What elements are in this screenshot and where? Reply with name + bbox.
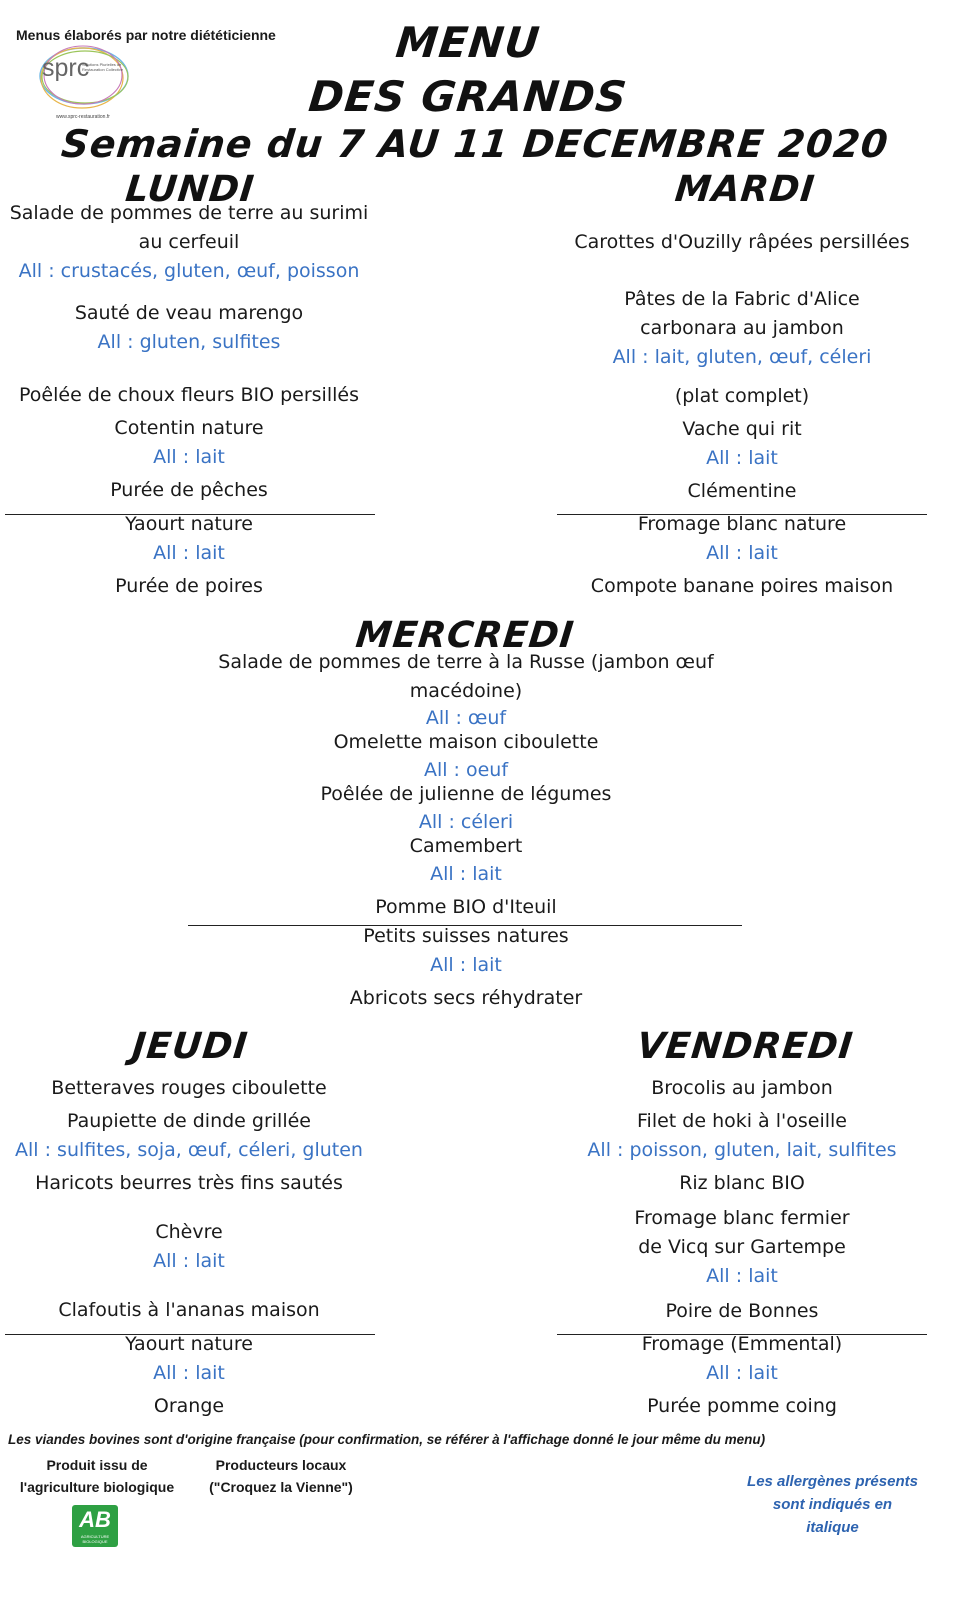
menu-item: Fromage (Emmental) <box>641 1333 843 1355</box>
mercredi-menu <box>190 648 742 922</box>
local-legend-line: Producteurs locaux <box>215 1457 347 1473</box>
menu-item: Orange <box>153 1395 225 1417</box>
menu-item: Poêlée de choux fleurs BIO persillés <box>19 384 359 406</box>
mercredi-goûter <box>190 922 742 1013</box>
allergen-info: All : lait <box>706 542 778 564</box>
ab-logo-text: AB <box>79 1507 111 1532</box>
local-producers-legend <box>196 1454 366 1498</box>
mardi-goûter <box>555 510 929 601</box>
menu-item: Fromage blanc fermier <box>634 1207 850 1229</box>
lundi-goûter <box>0 510 378 601</box>
local-legend-line: ("Croquez la Vienne") <box>209 1479 353 1495</box>
menu-item: Brocolis au jambon <box>651 1077 833 1099</box>
allergen-info: All : crustacés, gluten, œuf, poisson <box>18 260 360 282</box>
bio-legend-line: Produit issu de <box>46 1457 148 1473</box>
sprc-logo-text: sprc <box>42 54 90 82</box>
allergen-info: All : lait <box>706 447 778 469</box>
menu-item: Yaourt nature <box>125 513 253 535</box>
allergen-legend-line: Les allergènes présents <box>747 1473 918 1490</box>
menu-item: Riz blanc BIO <box>679 1172 805 1194</box>
menu-item: Haricots beurres très fins sautés <box>35 1172 343 1194</box>
menu-item: Chèvre <box>155 1221 223 1243</box>
menu-item: Filet de hoki à l'oseille <box>637 1110 847 1132</box>
allergen-info: All : lait <box>153 1362 225 1384</box>
menu-item: Poêlée de julienne de légumes <box>320 783 612 805</box>
day-title-mardi: MARDI <box>673 169 818 210</box>
allergen-info: All : lait <box>430 863 502 885</box>
menu-item: au cerfeuil <box>138 231 240 253</box>
menu-item: Purée de poires <box>115 575 263 597</box>
menu-item: Clafoutis à l'ananas maison <box>58 1299 320 1321</box>
menu-item: Abricots secs réhydrater <box>349 987 583 1009</box>
menu-item: Cotentin nature <box>114 417 264 439</box>
menu-item: Omelette maison ciboulette <box>333 731 599 753</box>
menu-item: Pâtes de la Fabric d'Alice <box>624 288 860 310</box>
bio-legend <box>12 1454 182 1498</box>
mardi-menu <box>555 228 929 506</box>
menu-item: Purée pomme coing <box>647 1395 837 1417</box>
allergen-info: All : lait <box>706 1265 778 1287</box>
allergen-legend-line: italique <box>806 1519 859 1536</box>
ab-bio-logo <box>72 1505 118 1547</box>
allergen-info: All : céleri <box>418 811 514 833</box>
menu-item: Carottes d'Ouzilly râpées persillées <box>574 231 910 253</box>
jeudi-menu <box>0 1074 378 1325</box>
meat-origin-note: Les viandes bovines sont d'origine française (pour confirmation, se référer à l'affichage donné le jour même du menu) <box>8 1432 766 1447</box>
menu-item: Compote banane poires maison <box>590 575 894 597</box>
dietitian-note: Menus élaborés par notre diététicienne <box>16 27 276 43</box>
allergen-info: All : poisson, gluten, lait, sulfites <box>587 1139 897 1161</box>
menu-title: MENU <box>393 18 543 67</box>
jeudi-goûter <box>0 1330 378 1421</box>
menu-item: Pomme BIO d'Iteuil <box>375 896 557 918</box>
day-title-jeudi: JEUDI <box>130 1026 250 1067</box>
allergen-legend-line: sont indiqués en <box>772 1496 893 1513</box>
allergen-info: All : lait <box>153 1250 225 1272</box>
menu-item: Salade de pommes de terre au surimi <box>9 202 369 224</box>
sprc-logo <box>34 44 130 122</box>
vendredi-menu <box>555 1074 929 1326</box>
sprc-logo-subtext: Solutions Plurielles de Restauration Collective <box>82 62 124 72</box>
menu-item: (plat complet) <box>674 385 810 407</box>
lundi-menu <box>0 199 378 505</box>
day-title-vendredi: VENDREDI <box>634 1026 856 1067</box>
week-title: Semaine du 7 AU 11 DECEMBRE 2020 <box>59 122 891 166</box>
allergen-info: All : lait, gluten, œuf, céleri <box>612 346 872 368</box>
menu-item: Salade de pommes de terre à la Russe (jambon œuf <box>218 651 714 673</box>
day-title-mercredi: MERCREDI <box>353 615 577 656</box>
menu-item: de Vicq sur Gartempe <box>638 1236 846 1258</box>
allergen-info: All : œuf <box>425 707 507 729</box>
menu-item: carbonara au jambon <box>640 317 844 339</box>
day-title-lundi: LUNDI <box>123 169 257 210</box>
menu-subtitle: DES GRANDS <box>306 72 630 121</box>
sprc-logo-url: www.sprc-restauration.fr <box>56 114 110 120</box>
menu-item: Sauté de veau marengo <box>74 302 304 324</box>
menu-item: Purée de pêches <box>110 479 268 501</box>
allergen-info: All : lait <box>706 1362 778 1384</box>
menu-item: Paupiette de dinde grillée <box>67 1110 311 1132</box>
menu-item: Poire de Bonnes <box>665 1300 819 1322</box>
menu-item: Betteraves rouges ciboulette <box>51 1077 327 1099</box>
allergen-info: All : lait <box>430 954 502 976</box>
allergen-legend <box>730 1470 935 1539</box>
menu-item: Vache qui rit <box>682 418 802 440</box>
bio-legend-line: l'agriculture biologique <box>19 1479 175 1495</box>
vendredi-goûter <box>555 1330 929 1421</box>
allergen-info: All : gluten, sulfites <box>97 331 281 353</box>
menu-item: Fromage blanc nature <box>637 513 847 535</box>
allergen-info: All : lait <box>153 542 225 564</box>
menu-item: Petits suisses natures <box>363 925 569 947</box>
menu-item: Camembert <box>409 835 523 857</box>
allergen-info: All : sulfites, soja, œuf, céleri, gluten <box>15 1139 363 1161</box>
menu-item: Yaourt nature <box>125 1333 253 1355</box>
menu-item: Clémentine <box>687 480 797 502</box>
allergen-info: All : oeuf <box>423 759 509 781</box>
menu-item: macédoine) <box>409 680 523 702</box>
allergen-info: All : lait <box>153 446 225 468</box>
ab-logo-subtext: AGRICULTURE BIOLOGIQUE <box>80 1534 110 1544</box>
